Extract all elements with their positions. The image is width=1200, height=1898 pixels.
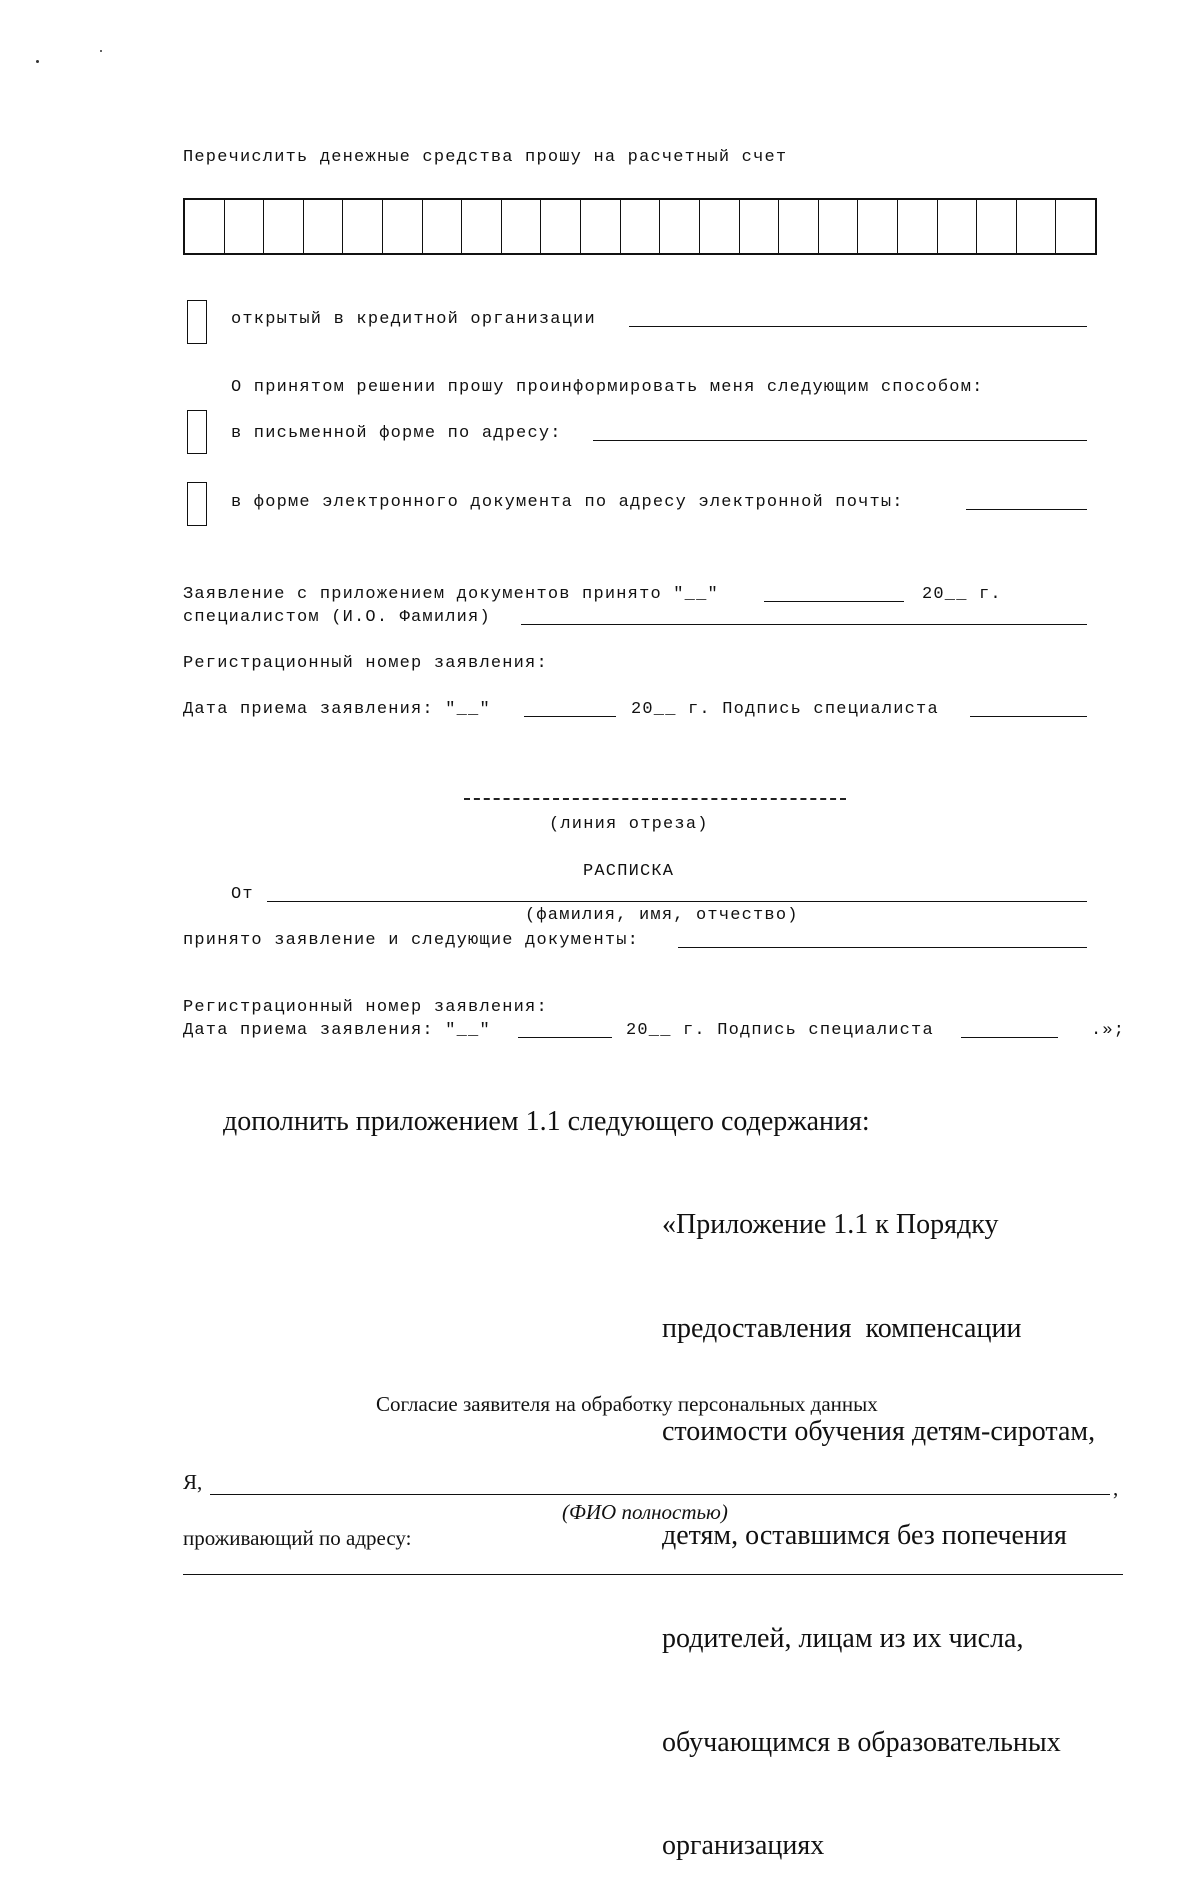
scan-speck bbox=[100, 50, 102, 52]
acceptance-date-month-field[interactable] bbox=[524, 716, 616, 717]
acceptance-month-field[interactable] bbox=[764, 601, 904, 602]
email-field[interactable] bbox=[966, 509, 1087, 510]
consent-address-field[interactable] bbox=[183, 1574, 1123, 1575]
appendix-line: стоимости обучения детям-сиротам, bbox=[662, 1416, 1096, 1447]
account-digit-cell[interactable] bbox=[185, 200, 225, 253]
account-digit-cell[interactable] bbox=[819, 200, 859, 253]
receipt-from-field[interactable] bbox=[267, 901, 1087, 902]
account-digit-cell[interactable] bbox=[462, 200, 502, 253]
written-checkbox[interactable] bbox=[187, 410, 207, 454]
receipt-docs-label: принято заявление и следующие документы: bbox=[183, 931, 640, 950]
account-digit-cell[interactable] bbox=[977, 200, 1017, 253]
consent-address-label: проживающий по адресу: bbox=[183, 1526, 412, 1550]
receipt-signature-label: 20__ г. Подпись специалиста bbox=[626, 1021, 934, 1040]
scan-speck bbox=[36, 60, 39, 63]
account-digit-cell[interactable] bbox=[898, 200, 938, 253]
written-address-field[interactable] bbox=[593, 440, 1087, 441]
account-digit-cell[interactable] bbox=[423, 200, 463, 253]
account-digit-cell[interactable] bbox=[264, 200, 304, 253]
account-digit-cell[interactable] bbox=[343, 200, 383, 253]
receipt-title: РАСПИСКА bbox=[583, 862, 675, 881]
appendix-line: «Приложение 1.1 к Порядку bbox=[662, 1209, 999, 1240]
receipt-date-month-field[interactable] bbox=[518, 1037, 612, 1038]
acceptance-year: 20__ г. bbox=[922, 585, 1002, 604]
specialist-name-field[interactable] bbox=[521, 624, 1087, 625]
account-digit-cell[interactable] bbox=[779, 200, 819, 253]
consent-title: Согласие заявителя на обработку персональных данных bbox=[376, 1392, 878, 1416]
cut-line bbox=[464, 798, 846, 800]
account-digit-cell[interactable] bbox=[660, 200, 700, 253]
reg-number-label: Регистрационный номер заявления: bbox=[183, 654, 548, 673]
account-digit-cell[interactable] bbox=[1017, 200, 1057, 253]
bank-label: открытый в кредитной организации bbox=[231, 310, 596, 329]
appendix-line: обучающимся в образовательных bbox=[662, 1726, 1061, 1758]
appendix-line: детям, оставшимся без попечения bbox=[662, 1519, 1067, 1551]
specialist-label: специалистом (И.О. Фамилия) bbox=[183, 608, 491, 627]
account-digit-cell[interactable] bbox=[740, 200, 780, 253]
consent-comma: , bbox=[1113, 1476, 1119, 1500]
account-digit-cell[interactable] bbox=[938, 200, 978, 253]
cut-label: (линия отреза) bbox=[549, 815, 709, 834]
account-number-grid[interactable] bbox=[183, 198, 1097, 255]
receipt-closing: .»; bbox=[1091, 1021, 1126, 1040]
email-checkbox[interactable] bbox=[187, 482, 207, 526]
bank-field[interactable] bbox=[629, 326, 1087, 327]
account-digit-cell[interactable] bbox=[621, 200, 661, 253]
appendix-line: родителей, лицам из их числа, bbox=[662, 1623, 1024, 1654]
written-label: в письменной форме по адресу: bbox=[231, 424, 562, 443]
appendix-line: предоставления компенсации bbox=[662, 1312, 1022, 1344]
receipt-from-label: От bbox=[231, 885, 254, 904]
acceptance-line: Заявление с приложением документов принято "__" bbox=[183, 585, 719, 604]
consent-i-label: Я, bbox=[183, 1470, 203, 1494]
account-digit-cell[interactable] bbox=[502, 200, 542, 253]
acceptance-date-label: Дата приема заявления: "__" bbox=[183, 700, 491, 719]
notify-intro: О принятом решении прошу проинформировать меня следующим способом: bbox=[231, 378, 984, 397]
receipt-fio-caption: (фамилия, имя, отчество) bbox=[525, 906, 799, 925]
acceptance-signature-field[interactable] bbox=[970, 716, 1087, 717]
bank-checkbox[interactable] bbox=[187, 300, 207, 344]
account-digit-cell[interactable] bbox=[541, 200, 581, 253]
account-digit-cell[interactable] bbox=[383, 200, 423, 253]
account-digit-cell[interactable] bbox=[225, 200, 265, 253]
receipt-date-label: Дата приема заявления: "__" bbox=[183, 1021, 491, 1040]
account-digit-cell[interactable] bbox=[700, 200, 740, 253]
consent-fio-field[interactable] bbox=[210, 1494, 1110, 1495]
appendix-line: организациях bbox=[662, 1830, 825, 1861]
account-intro: Перечислить денежные средства прошу на расчетный счет bbox=[183, 148, 788, 167]
consent-fio-caption: (ФИО полностью) bbox=[562, 1500, 728, 1524]
account-digit-cell[interactable] bbox=[858, 200, 898, 253]
email-label: в форме электронного документа по адресу электронной почты: bbox=[231, 493, 904, 512]
account-digit-cell[interactable] bbox=[304, 200, 344, 253]
receipt-reg-number-label: Регистрационный номер заявления: bbox=[183, 998, 548, 1017]
acceptance-signature-label: 20__ г. Подпись специалиста bbox=[631, 700, 939, 719]
amendment-text: дополнить приложением 1.1 следующего содержания: bbox=[223, 1106, 870, 1137]
account-digit-cell[interactable] bbox=[581, 200, 621, 253]
receipt-docs-field[interactable] bbox=[678, 947, 1087, 948]
account-digit-cell[interactable] bbox=[1056, 200, 1095, 253]
receipt-signature-field[interactable] bbox=[961, 1037, 1058, 1038]
